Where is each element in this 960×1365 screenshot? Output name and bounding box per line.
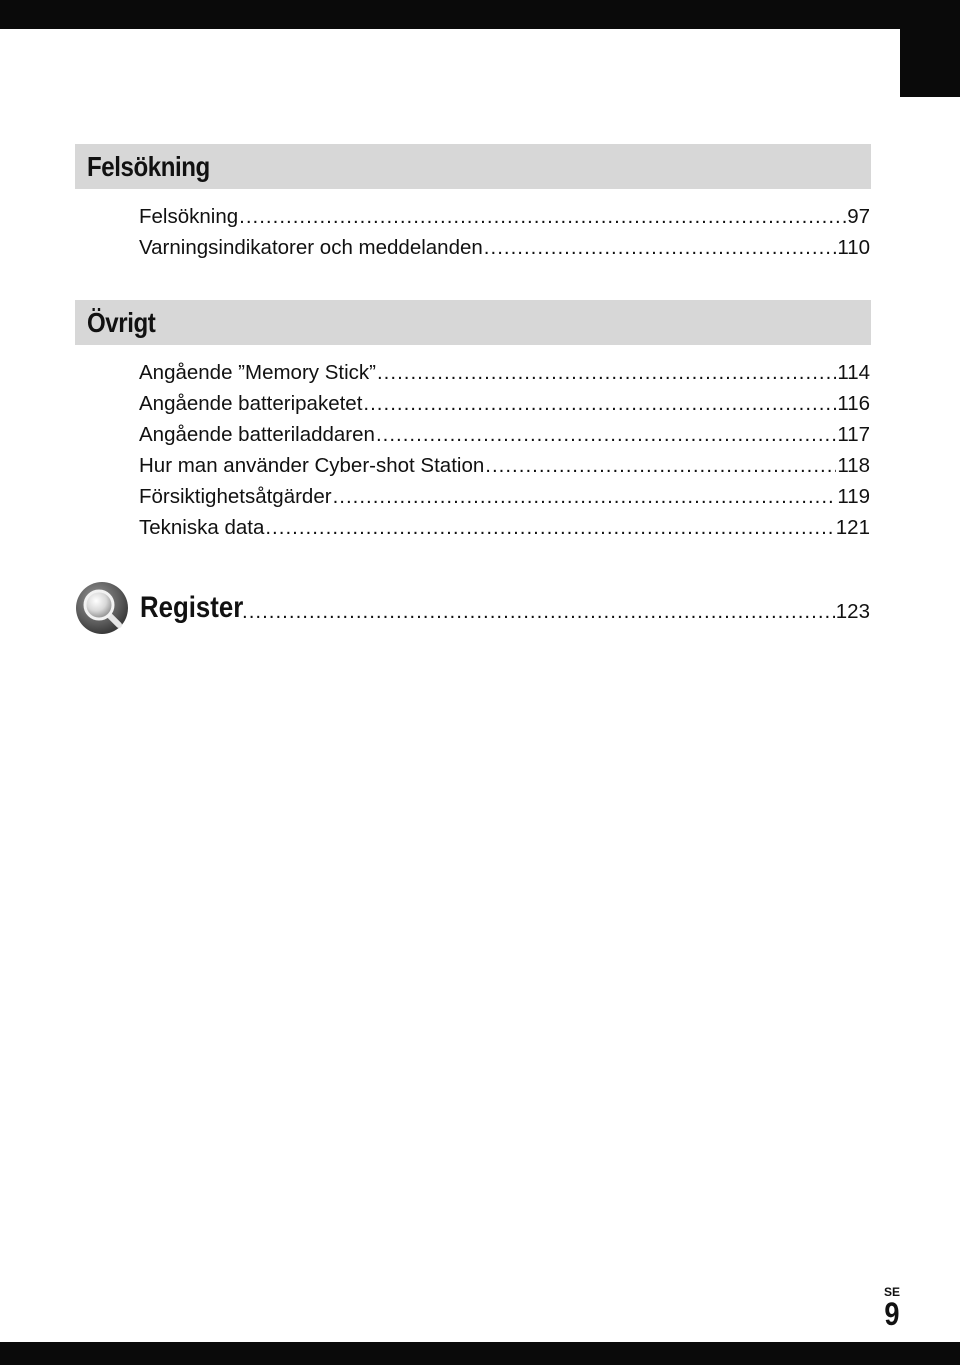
bottom-bar (0, 1342, 960, 1365)
section-header-ovrigt (75, 300, 871, 345)
top-bar (0, 0, 960, 29)
leader-dots (485, 450, 836, 481)
leader-dots (239, 201, 846, 232)
magnifier-icon (75, 581, 129, 635)
leader-dots (484, 232, 837, 263)
page-number: 9 (884, 1296, 900, 1332)
toc-entry-label: Varningsindikatorer och meddelanden (139, 236, 483, 259)
toc-entry-page: 117 (837, 423, 870, 446)
leader-dots (265, 512, 834, 543)
toc-entry-label: Försiktighetsåtgärder (139, 485, 332, 508)
section-header-felsokning (75, 144, 871, 189)
toc-entry-label: Angående batteriladdaren (139, 423, 375, 446)
toc-entry-label: Tekniska data (139, 516, 265, 539)
toc-entry-page: 110 (837, 236, 870, 259)
section-title: Övrigt (87, 306, 156, 338)
toc-entry[interactable] (139, 357, 870, 388)
toc-entry-page: 121 (835, 516, 870, 539)
toc-list-ovrigt (139, 357, 870, 543)
toc-entry-label: Angående ”Memory Stick” (139, 361, 376, 384)
toc-entry-label: Felsökning (139, 205, 239, 228)
register-title: Register (140, 591, 244, 624)
leader-dots (377, 357, 836, 388)
toc-entry-page: 97 (847, 205, 870, 228)
toc-entry-label: Angående batteripaketet (139, 392, 363, 415)
leader-dots (376, 419, 836, 450)
toc-entry[interactable] (139, 232, 870, 263)
leader-dots (242, 600, 835, 636)
toc-entry-label: Hur man använder Cyber-shot Station (139, 454, 485, 477)
toc-entry-page: 118 (837, 454, 870, 477)
register-page: 123 (835, 600, 870, 623)
toc-entry[interactable] (139, 512, 870, 543)
toc-entry[interactable] (139, 388, 870, 419)
leader-dots (333, 481, 837, 512)
toc-entry[interactable] (139, 450, 870, 481)
side-tab (900, 0, 960, 97)
toc-entry[interactable] (139, 201, 870, 232)
toc-entry-page: 119 (837, 485, 870, 508)
toc-entry[interactable] (139, 481, 870, 512)
register-entry[interactable] (75, 580, 870, 636)
toc-entry-page: 114 (837, 361, 870, 384)
toc-list-felsokning (139, 201, 870, 263)
section-title: Felsökning (87, 150, 210, 182)
toc-entry-page: 116 (837, 392, 870, 415)
page-language: SE (883, 1285, 900, 1299)
toc-entry[interactable] (139, 419, 870, 450)
leader-dots (363, 388, 836, 419)
